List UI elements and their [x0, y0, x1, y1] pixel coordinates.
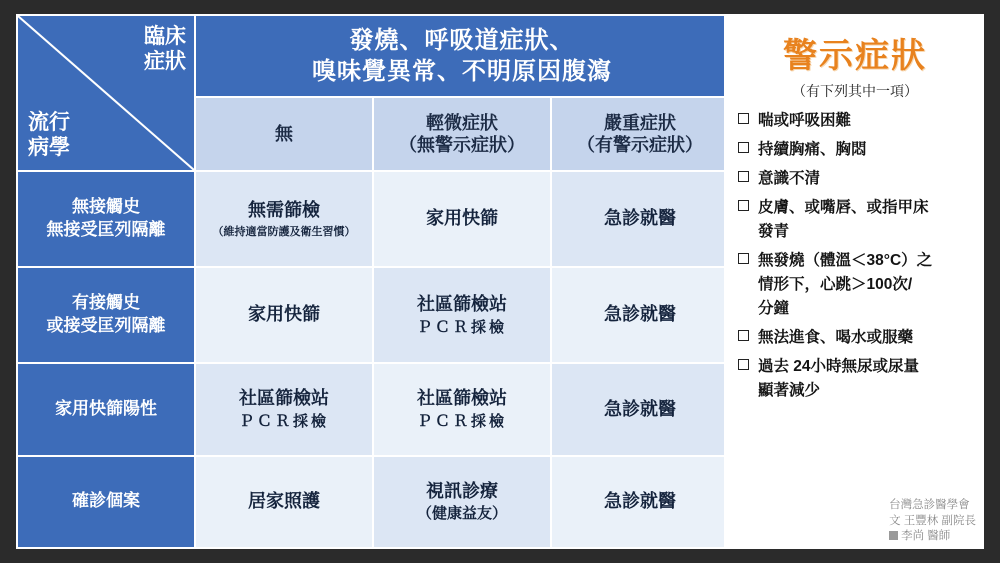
- row-header-line1: 無接觸史: [72, 197, 140, 217]
- cell-main-text: 社區篩檢站: [417, 294, 507, 315]
- row-header-line2: 無接受匡列隔離: [46, 220, 166, 240]
- row-header-has-contact: [18, 268, 194, 362]
- list-item-label: 無法進食、喝水或服藥: [758, 329, 914, 347]
- credit-line-2: 文 王豐林 副院長: [889, 514, 976, 527]
- list-item: [738, 326, 972, 350]
- list-item-label: 過去 24小時無尿或尿量 顯著減少: [758, 358, 920, 400]
- cell-r3c2: [374, 364, 550, 454]
- list-item-label: 意識不清: [758, 170, 821, 188]
- poster-canvas: [16, 14, 984, 549]
- column-header-none-line1: 無: [275, 123, 293, 144]
- cell-subtext: ＰＣＲ採檢: [238, 412, 329, 430]
- decision-matrix: [16, 14, 724, 549]
- checkbox-icon[interactable]: [738, 113, 749, 124]
- checkbox-icon[interactable]: [738, 253, 749, 264]
- matrix-corner-cell: [18, 16, 194, 170]
- cell-main-text: 視訊診療: [426, 480, 498, 501]
- table-header-row-main: [18, 16, 728, 96]
- row-header-line2: 或接受匡列隔離: [46, 316, 166, 336]
- row-header-line1: 家用快篩陽性: [55, 398, 157, 418]
- credit-block: [889, 498, 976, 545]
- list-item-label: 無發燒（體溫＜38°C）之 情形下，心跳＞100次/ 分鐘: [758, 252, 933, 318]
- checkbox-icon[interactable]: [738, 359, 749, 370]
- symptom-group-header-line1: 發燒、呼吸道症狀、: [349, 26, 575, 54]
- symptom-group-header: [196, 16, 728, 96]
- cell-r4c2: [374, 457, 550, 547]
- cell-r3c1: [196, 364, 372, 454]
- cell-main-text: 居家照護: [248, 491, 320, 512]
- warning-panel-title: 警示症狀: [783, 37, 927, 75]
- table-row: [18, 172, 728, 266]
- list-item: [738, 196, 972, 244]
- column-header-severe-line2: （有警示症狀）: [577, 135, 703, 155]
- list-item: [738, 138, 972, 162]
- cell-r1c1: [196, 172, 372, 266]
- cell-subtext: （健康益友）: [416, 505, 507, 523]
- cell-note-text: （維持適當防護及衛生習慣）: [212, 225, 356, 238]
- list-item: [738, 355, 972, 403]
- column-header-mild: [374, 98, 550, 170]
- cell-r2c1: [196, 268, 372, 362]
- cell-r2c2: [374, 268, 550, 362]
- list-item-label: 持續胸痛、胸悶: [758, 141, 867, 159]
- credit-line-3: [889, 529, 976, 545]
- cell-main-text: 社區篩檢站: [239, 388, 329, 409]
- table-row: [18, 457, 728, 547]
- cell-r1c3: [552, 172, 728, 266]
- cell-main-text: 無需篩檢: [248, 200, 320, 221]
- cell-r4c1: [196, 457, 372, 547]
- row-header-rapid-positive: [18, 364, 194, 454]
- cell-r4c3: [552, 457, 728, 547]
- symptom-group-header-line2: 嗅味覺異常、不明原因腹瀉: [312, 58, 612, 85]
- checkbox-icon[interactable]: [738, 171, 749, 182]
- cell-subtext: ＰＣＲ採檢: [416, 318, 507, 336]
- checkbox-icon[interactable]: [738, 142, 749, 153]
- row-header-line1: 有接觸史: [72, 293, 140, 313]
- credit-line-1: 台灣急診醫學會: [889, 499, 970, 512]
- cell-r2c3: [552, 268, 728, 362]
- column-header-mild-line1: 輕微症狀: [426, 112, 498, 133]
- cell-r1c2: [374, 172, 550, 266]
- column-header-severe: [552, 98, 728, 170]
- warning-symptoms-list: [738, 109, 972, 403]
- cell-subtext: ＰＣＲ採檢: [416, 412, 507, 430]
- row-header-line1: 確診個案: [72, 491, 140, 511]
- corner-epidemiology-label: 流行 病學: [28, 110, 70, 159]
- checkbox-icon[interactable]: [738, 200, 749, 211]
- table-row: [18, 268, 728, 362]
- cell-r3c3: [552, 364, 728, 454]
- cell-main-text: 急診就醫: [604, 398, 676, 419]
- matrix-table: [16, 14, 730, 549]
- logo-square-icon: [889, 531, 898, 540]
- checkbox-icon[interactable]: [738, 330, 749, 341]
- list-item-label: 喘或呼吸困難: [758, 112, 852, 129]
- cell-main-text: 急診就醫: [604, 304, 676, 325]
- column-header-severe-line1: 嚴重症狀: [604, 112, 676, 133]
- warning-symptoms-panel: [724, 14, 982, 549]
- warning-panel-note: （有下列其中一項）: [792, 83, 918, 99]
- credit-line-3-label: 李尚 醫師: [901, 530, 951, 543]
- column-header-none: [196, 98, 372, 170]
- row-header-no-contact: [18, 172, 194, 266]
- column-header-mild-line2: （無警示症狀）: [399, 135, 525, 155]
- cell-main-text: 急診就醫: [604, 208, 676, 229]
- cell-main-text: 社區篩檢站: [417, 388, 507, 409]
- list-item: [738, 249, 972, 321]
- cell-main-text: 家用快篩: [248, 304, 320, 325]
- table-row: [18, 364, 728, 454]
- list-item: [738, 167, 972, 191]
- row-header-confirmed-case: [18, 457, 194, 547]
- list-item: [738, 109, 972, 133]
- list-item-label: 皮膚、或嘴唇、或指甲床 發青: [758, 199, 929, 241]
- corner-clinical-label: 臨床 症狀: [144, 25, 186, 74]
- cell-main-text: 急診就醫: [604, 491, 676, 512]
- cell-main-text: 家用快篩: [426, 208, 498, 229]
